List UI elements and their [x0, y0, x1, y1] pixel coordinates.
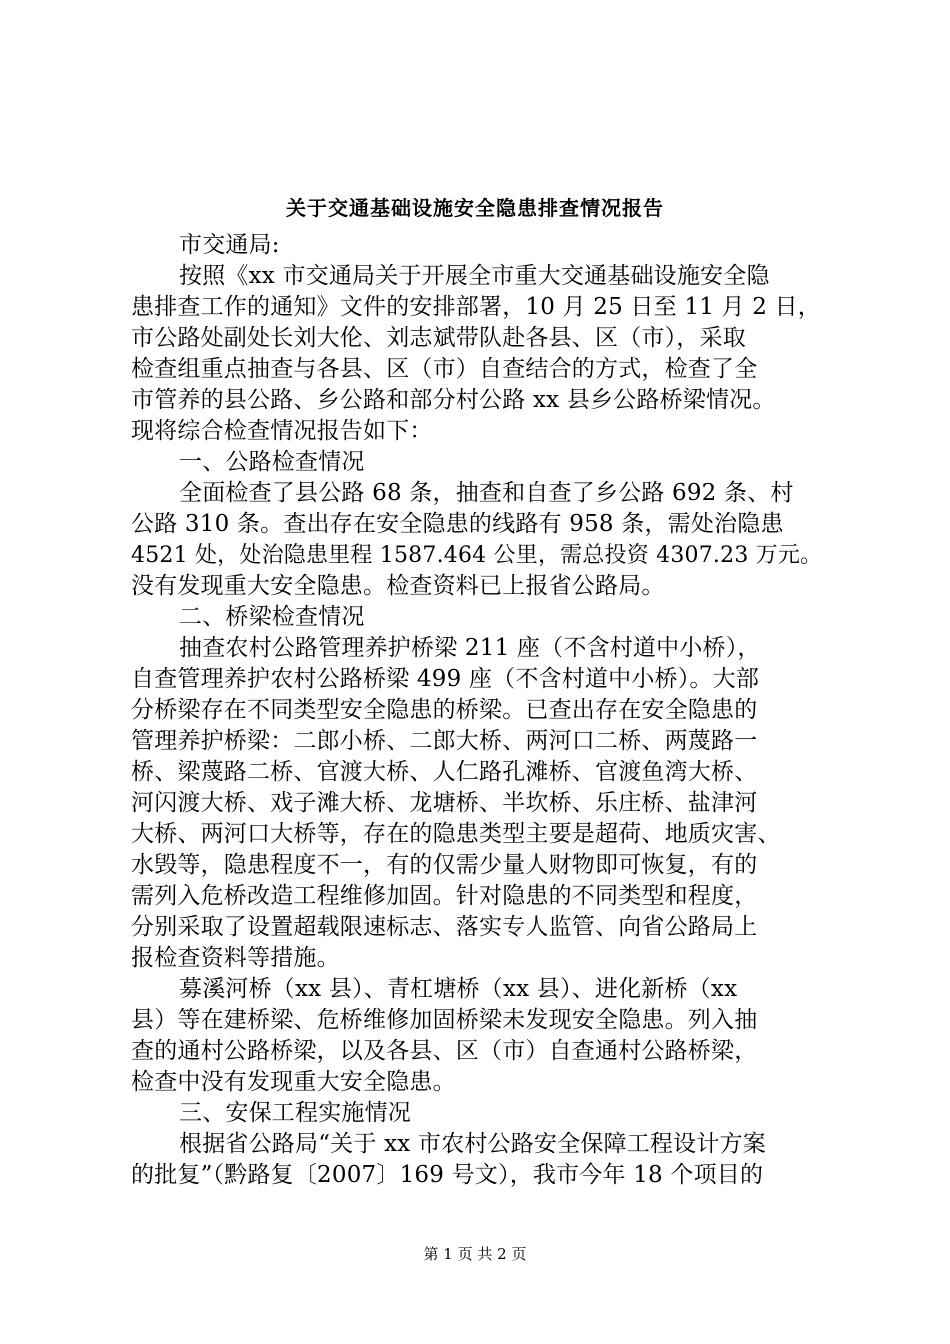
- paragraph-line: 患排查工作的通知》文件的安排部署，10 月 25 日至 11 月 2 日，: [131, 294, 822, 320]
- paragraph-line: 的批复”（黔路复〔2007〕169 号文），我市今年 18 个项目的: [131, 1162, 764, 1188]
- paragraph-line: 水毁等，隐患程度不一，有的仅需少量人财物即可恢复，有的: [131, 852, 758, 878]
- paragraph-line: 自查管理养护农村公路桥梁 499 座（不含村道中小桥）。大部: [131, 666, 760, 692]
- page-number-footer: 第 1 页 共 2 页: [423, 1245, 527, 1263]
- paragraph-line: 4521 处，处治隐患里程 1587.464 公里，需总投资 4307.23 万元。: [131, 543, 823, 568]
- document-body: [131, 230, 831, 1191]
- paragraph-line: 河闪渡大桥、戏子滩大桥、龙塘桥、半坎桥、乐庄桥、盐津河: [131, 790, 758, 816]
- paragraph-line: 市公路处副处长刘大伦、刘志斌带队赴各县、区（市），采取: [131, 325, 746, 351]
- paragraph-line: 募溪河桥（xx 县）、青杠塘桥（xx 县）、进化新桥（xx: [179, 976, 738, 1002]
- section-heading: 二、桥梁检查情况: [179, 604, 365, 630]
- paragraph-line: 检查组重点抽查与各县、区（市）自查结合的方式，检查了全: [131, 356, 758, 382]
- paragraph-line: 报检查资料等措施。: [131, 945, 340, 971]
- section-heading: 一、公路检查情况: [179, 449, 365, 475]
- paragraph-line: 需列入危桥改造工程维修加固。针对隐患的不同类型和程度，: [131, 883, 758, 909]
- paragraph-line: 现将综合检查情况报告如下：: [131, 418, 433, 444]
- paragraph-line: 按照《xx 市交通局关于开展全市重大交通基础设施安全隐: [179, 263, 770, 289]
- salutation: 市交通局:: [179, 232, 280, 258]
- paragraph-line: 没有发现重大安全隐患。检查资料已上报省公路局。: [131, 573, 665, 599]
- paragraph-line: 桥、梁蔑路二桥、官渡大桥、人仁路孔滩桥、官渡鱼湾大桥、: [131, 759, 758, 785]
- paragraph-line: 县）等在建桥梁、危桥维修加固桥梁未发现安全隐患。列入抽: [131, 1007, 758, 1033]
- paragraph-line: 分桥梁存在不同类型安全隐患的桥梁。已查出存在安全隐患的: [131, 697, 758, 723]
- paragraph-line: 分别采取了设置超载限速标志、落实专人监管、向省公路局上: [131, 914, 758, 940]
- paragraph-line: 全面检查了县公路 68 条，抽查和自查了乡公路 692 条、村: [179, 480, 794, 506]
- paragraph-line: 查的通村公路桥梁，以及各县、区（市）自查通村公路桥梁，: [131, 1038, 758, 1064]
- paragraph-line: 抽查农村公路管理养护桥梁 211 座（不含村道中小桥），: [179, 635, 761, 661]
- paragraph-line: 市管养的县公路、乡公路和部分村公路 xx 县乡公路桥梁情况。: [131, 387, 776, 413]
- paragraph-line: 大桥、两河口大桥等，存在的隐患类型主要是超荷、地质灾害、: [131, 821, 781, 847]
- document-title: 关于交通基础设施安全隐患排查情况报告: [286, 196, 664, 220]
- paragraph-line: 根据省公路局“关于 xx 市农村公路安全保障工程设计方案: [179, 1131, 766, 1157]
- paragraph-line: 检查中没有发现重大安全隐患。: [131, 1069, 456, 1095]
- section-heading: 三、安保工程实施情况: [179, 1100, 411, 1126]
- paragraph-line: 管理养护桥梁：二郎小桥、二郎大桥、两河口二桥、两蔑路一: [131, 728, 758, 754]
- paragraph-line: 公路 310 条。查出存在安全隐患的线路有 958 条，需处治隐患: [131, 511, 784, 537]
